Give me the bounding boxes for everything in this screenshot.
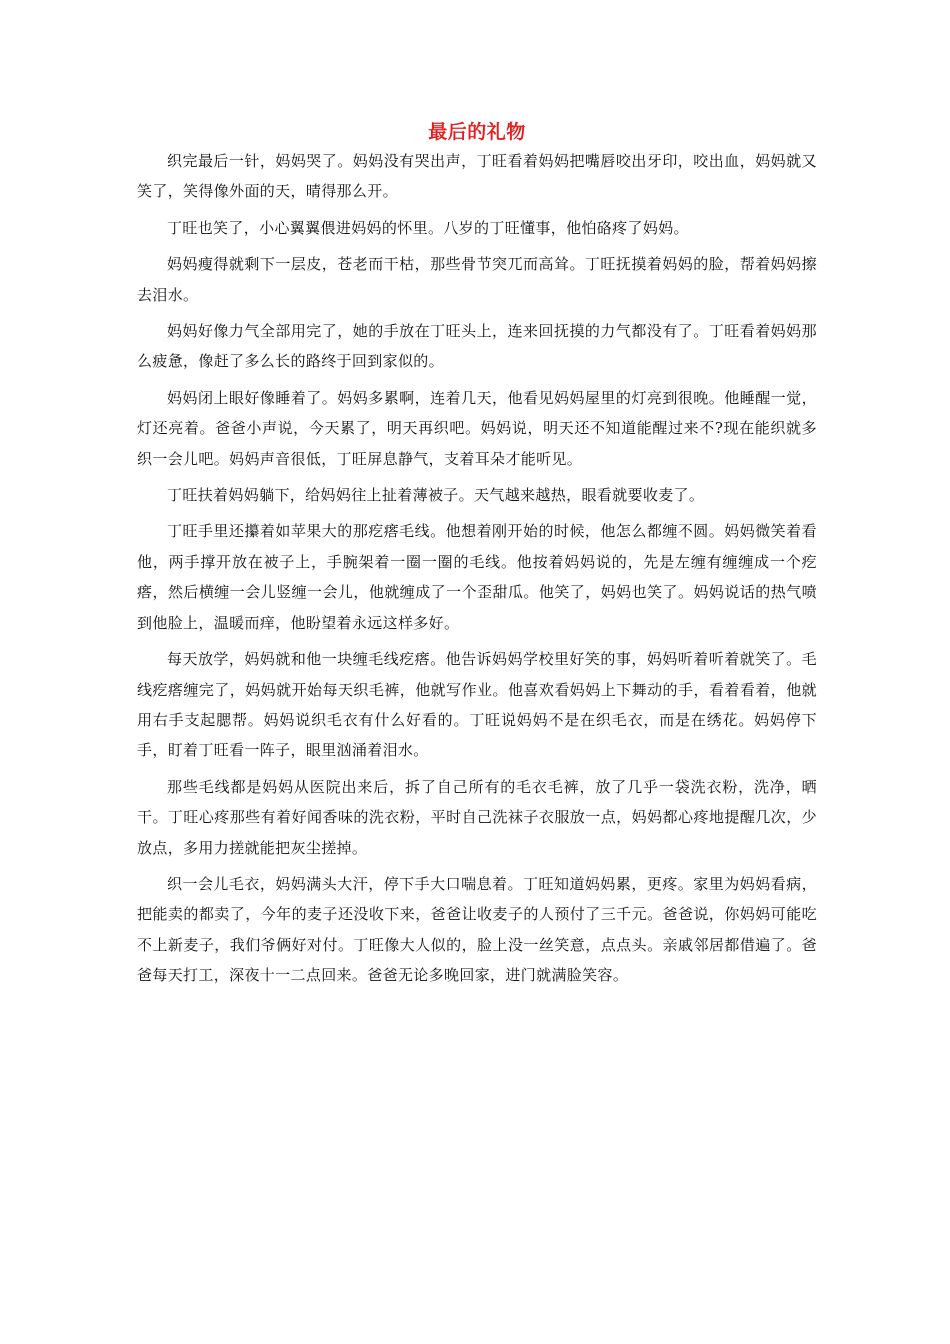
document-page bbox=[137, 118, 817, 991]
paragraph-3: 妈妈瘦得就剩下一层皮，苍老而干枯，那些骨节突兀而高耸。丁旺抚摸着妈妈的脸，帮着妈妈擦去泪水。 bbox=[137, 255, 817, 304]
paragraph-9: 那些毛线都是妈妈从医院出来后，拆了自己所有的毛衣毛裤，放了几乎一袋洗衣粉，洗净，晒干。丁旺心疼那些有着好闻香味的洗衣粉，平时自己洗袜子衣服放一点，妈妈都心疼地提醒几次，少放点，多用力搓就能把灰尘搓掉。 bbox=[137, 777, 817, 857]
paragraph-8: 每天放学，妈妈就和他一块缠毛线疙瘩。他告诉妈妈学校里好笑的事，妈妈听着听着就笑了。毛线疙瘩缠完了，妈妈就开始每天织毛裤，他就写作业。他喜欢看妈妈上下舞动的手，看着看着，他就用右手支起腮帮。妈妈说织毛衣有什么好看的。丁旺说妈妈不是在织毛衣，而是在绣花。妈妈停下手，盯着丁旺看一阵子，眼里汹涌着泪水。 bbox=[137, 650, 817, 760]
paragraph-2: 丁旺也笑了，小心翼翼偎进妈妈的怀里。八岁的丁旺懂事，他怕硌疼了妈妈。 bbox=[167, 218, 689, 237]
paragraph-6: 丁旺扶着妈妈躺下，给妈妈往上扯着薄被子。天气越来越热，眼看就要收麦了。 bbox=[167, 486, 705, 505]
document-title: 最后的礼物 bbox=[428, 121, 526, 143]
paragraph-7: 丁旺手里还攥着如苹果大的那疙瘩毛线。他想着刚开始的时候，他怎么都缠不圆。妈妈微笑着看他，两手撑开放在被子上，手腕架着一圈一圈的毛线。他按着妈妈说的，先是左缠有缠缠成一个疙瘩，然后横缠一会儿竖缠一会儿，他就缠成了一个歪甜瓜。他笑了，妈妈也笑了。妈妈说话的热气喷到他脸上，温暖而痒，他盼望着永远这样多好。 bbox=[137, 522, 817, 632]
paragraph-5: 妈妈闭上眼好像睡着了。妈妈多累啊，连着几天，他看见妈妈屋里的灯亮到很晚。他睡醒一觉，灯还亮着。爸爸小声说，今天累了，明天再织吧。妈妈说，明天还不知道能醒过来不?现在能织就多织一会儿吧。妈妈声音很低，丁旺屏息静气，支着耳朵才能听见。 bbox=[137, 388, 817, 468]
paragraph-4: 妈妈好像力气全部用完了，她的手放在丁旺头上，连来回抚摸的力气都没有了。丁旺看着妈妈那么疲惫，像赶了多么长的路终于回到家似的。 bbox=[137, 322, 817, 371]
paragraph-1: 织完最后一针，妈妈哭了。妈妈没有哭出声，丁旺看着妈妈把嘴唇咬出牙印，咬出血，妈妈就又笑了，笑得像外面的天，晴得那么开。 bbox=[137, 152, 817, 201]
paragraph-10: 织一会儿毛衣，妈妈满头大汗，停下手大口喘息着。丁旺知道妈妈累，更疼。家里为妈妈看病，把能卖的都卖了，今年的麦子还没收下来，爸爸让收麦子的人预付了三千元。爸爸说，你妈妈可能吃不上新麦子，我们爷俩好对付。丁旺像大人似的，脸上没一丝笑意，点点头。亲戚邻居都借遍了。爸爸每天打工，深夜十一二点回来。爸爸无论多晚回家，进门就满脸笑容。 bbox=[137, 874, 817, 985]
